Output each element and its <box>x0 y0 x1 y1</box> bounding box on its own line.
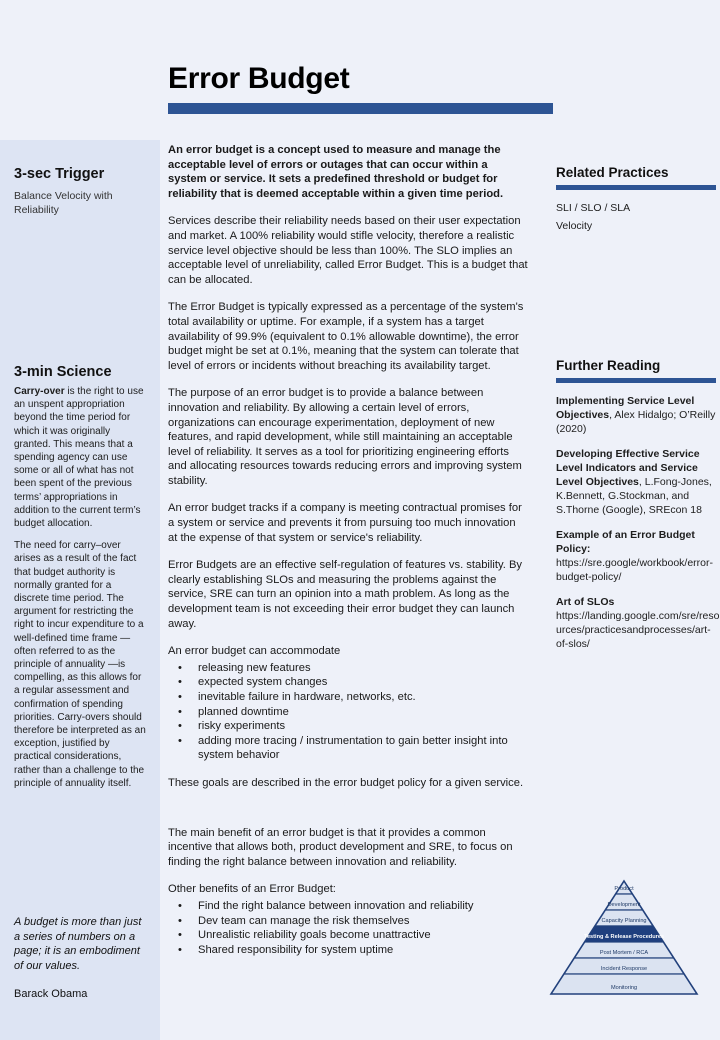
pyramid-label: Monitoring <box>610 985 638 991</box>
body-paragraph: Services describe their reliability needs based on their user expectation and market. A 100% reliability would stifle velocity, therefore a realistic service level objective should be less than 100%. The SLO implies an acceptable level of unreliability, called Error Budget. This is a budget that can be allocated. <box>168 215 528 286</box>
title-accent-rule <box>168 103 553 114</box>
section-3-sec-trigger <box>14 140 146 217</box>
left-sidebar <box>0 140 160 1040</box>
list-item: • Shared responsibility for system uptime <box>168 943 528 958</box>
list-item: • inevitable failure in hardware, networks, etc. <box>168 690 528 705</box>
pyramid-label-highlighted: Testing & Release Procedures <box>583 934 665 940</box>
reading-entry-title: Implementing Service Level Objectives <box>556 395 695 421</box>
list-item: • planned downtime <box>168 705 528 720</box>
page-title: Error Budget <box>168 62 350 95</box>
reading-entry-title: Example of an Error Budget Policy: <box>556 529 695 555</box>
related-practice-item[interactable]: SLI / SLO / SLA <box>556 202 631 214</box>
accommodate-intro: An error budget can accommodate <box>168 645 341 658</box>
body-paragraph: An error budget tracks if a company is meeting contractual promises for a system or service and prevents it from pursuing too much innovation at the expense of that system or service's reliability. <box>168 502 522 544</box>
section-3-min-science <box>14 364 146 799</box>
section-quote <box>14 915 150 1001</box>
pyramid-svg <box>548 878 700 998</box>
reading-entry <box>556 528 720 584</box>
sre-hierarchy-pyramid <box>548 878 700 998</box>
pyramid-label: Product <box>614 886 634 892</box>
reading-entry <box>556 447 720 517</box>
trigger-subtitle: Balance Velocity with Reliability <box>14 190 113 216</box>
list-item: • expected system changes <box>168 675 528 690</box>
pyramid-label: Development <box>607 902 641 908</box>
body-paragraph: Error Budgets are an effective self-regulation of features vs. stability. By clearly establishing SLOs and measuring the problems against the service, SRE can turn an opinion into a math problem. As long as the development team is not exceeding their error budget they can launch away. <box>168 559 523 630</box>
section-further-reading <box>556 358 720 662</box>
list-item: • adding more tracing / instrumentation to gain better insight into system behavior <box>168 734 528 763</box>
list-item: • risky experiments <box>168 719 528 734</box>
pyramid-label: Incident Response <box>600 966 648 972</box>
science-paragraph-1 <box>14 385 146 530</box>
reading-entry-title: Art of SLOs <box>556 596 615 608</box>
reading-entry-title: Developing Effective Service Level Indicators and Service Level Objectives <box>556 448 700 488</box>
other-benefits-list <box>168 899 528 957</box>
pyramid-label: Capacity Planning <box>601 918 647 924</box>
quote-author: Barack Obama <box>14 988 88 1000</box>
pyramid-label: Post Mortem / RCA <box>599 950 649 956</box>
science-heading: 3-min Science <box>14 364 112 380</box>
list-item: • Unrealistic reliability goals become unattractive <box>168 928 528 943</box>
further-reading-list <box>556 394 720 651</box>
further-reading-heading: Further Reading <box>556 358 661 373</box>
reading-entry <box>556 595 720 651</box>
policy-note: These goals are described in the error budget policy for a given service. <box>168 776 524 789</box>
main-benefit-paragraph: The main benefit of an error budget is that it provides a common incentive that allows both, product development and SRE, to focus on finding the right balance between innovation and reliability. <box>168 826 513 868</box>
list-item: • Find the right balance between innovation and reliability <box>168 899 528 914</box>
quote-text: A budget is more than just a series of numbers on a page; it is an embodiment of our values. <box>14 916 142 972</box>
related-practice-item[interactable]: Velocity <box>556 220 593 232</box>
list-item: • Dev team can manage the risk themselves <box>168 914 528 929</box>
accommodate-list <box>168 661 528 763</box>
further-reading-rule <box>556 378 716 383</box>
related-practices-heading: Related Practices <box>556 165 669 180</box>
science-paragraph-2: The need for carry–over arises as a result of the fact that budget authority is normally granted for a discrete time period. The argument for restricting the right to incur expenditure to a well-defined time frame — often referred to as the principle of annuality —is compelling, as this allows for a regular assessment and confirmation of spending priorities. Carry-overs should therefore be interpreted as an exception, justified by practical considerations, rather than a challenge to the principle of annuality itself. <box>14 540 146 789</box>
reading-entry-detail: , L.Fong-Jones, K.Bennett, G.Stockman, and S.Thorne (Google), SREcon 18 <box>556 476 712 516</box>
lead-paragraph: An error budget is a concept used to measure and manage the acceptable level of errors or outages that can occur within a system or service. It sets a predefined threshold or budget for reliability that is deemed acceptable within a given time period. <box>168 144 504 200</box>
science-term: Carry-over <box>14 386 65 397</box>
related-practices-rule <box>556 185 716 190</box>
section-related-practices <box>556 165 720 237</box>
reading-entry-url[interactable]: https://landing.google.com/sre/resources/practicesandprocesses/art-of-slos/ <box>556 610 720 650</box>
reading-entry <box>556 394 720 436</box>
body-paragraph: The Error Budget is typically expressed as a percentage of the system's total availability or uptime. For example, if a system has a target availability of 99.9% (equivalent to 0.1% allowable downtime), the error budget might be set at 0.1%, meaning that the system can tolerate that level of errors or incidents without breaching its availability target. <box>168 301 524 372</box>
trigger-heading: 3-sec Trigger <box>14 166 105 182</box>
science-paragraph-1-rest: is the right to use an unspent appropriation beyond the time period for which it was originally granted. This means that a spending agency can use some or all of what has not been spent of the previous terms’ appropriations in addition to the current term’s budget allocation. <box>14 386 144 530</box>
related-practices-list <box>556 201 720 233</box>
reading-entry-url[interactable]: https://sre.google/workbook/error-budget-policy/ <box>556 557 713 583</box>
other-benefits-intro: Other benefits of an Error Budget: <box>168 883 336 896</box>
spacer <box>168 804 528 826</box>
science-body <box>14 385 146 790</box>
main-content <box>168 143 528 970</box>
list-item: • releasing new features <box>168 661 528 676</box>
body-paragraph: The purpose of an error budget is to provide a balance between innovation and reliability. By allowing a certain level of errors, organizations can encourage experimentation, deployment of new features, and rapid development, while still maintaining an acceptable level of reliability. It serves as a tool for prioritizing engineering efforts and allocating resources towards reducing errors and improving system stability. <box>168 387 522 487</box>
reading-entry-detail: , Alex Hidalgo; O’Reilly (2020) <box>556 409 716 435</box>
page-header <box>168 62 553 114</box>
